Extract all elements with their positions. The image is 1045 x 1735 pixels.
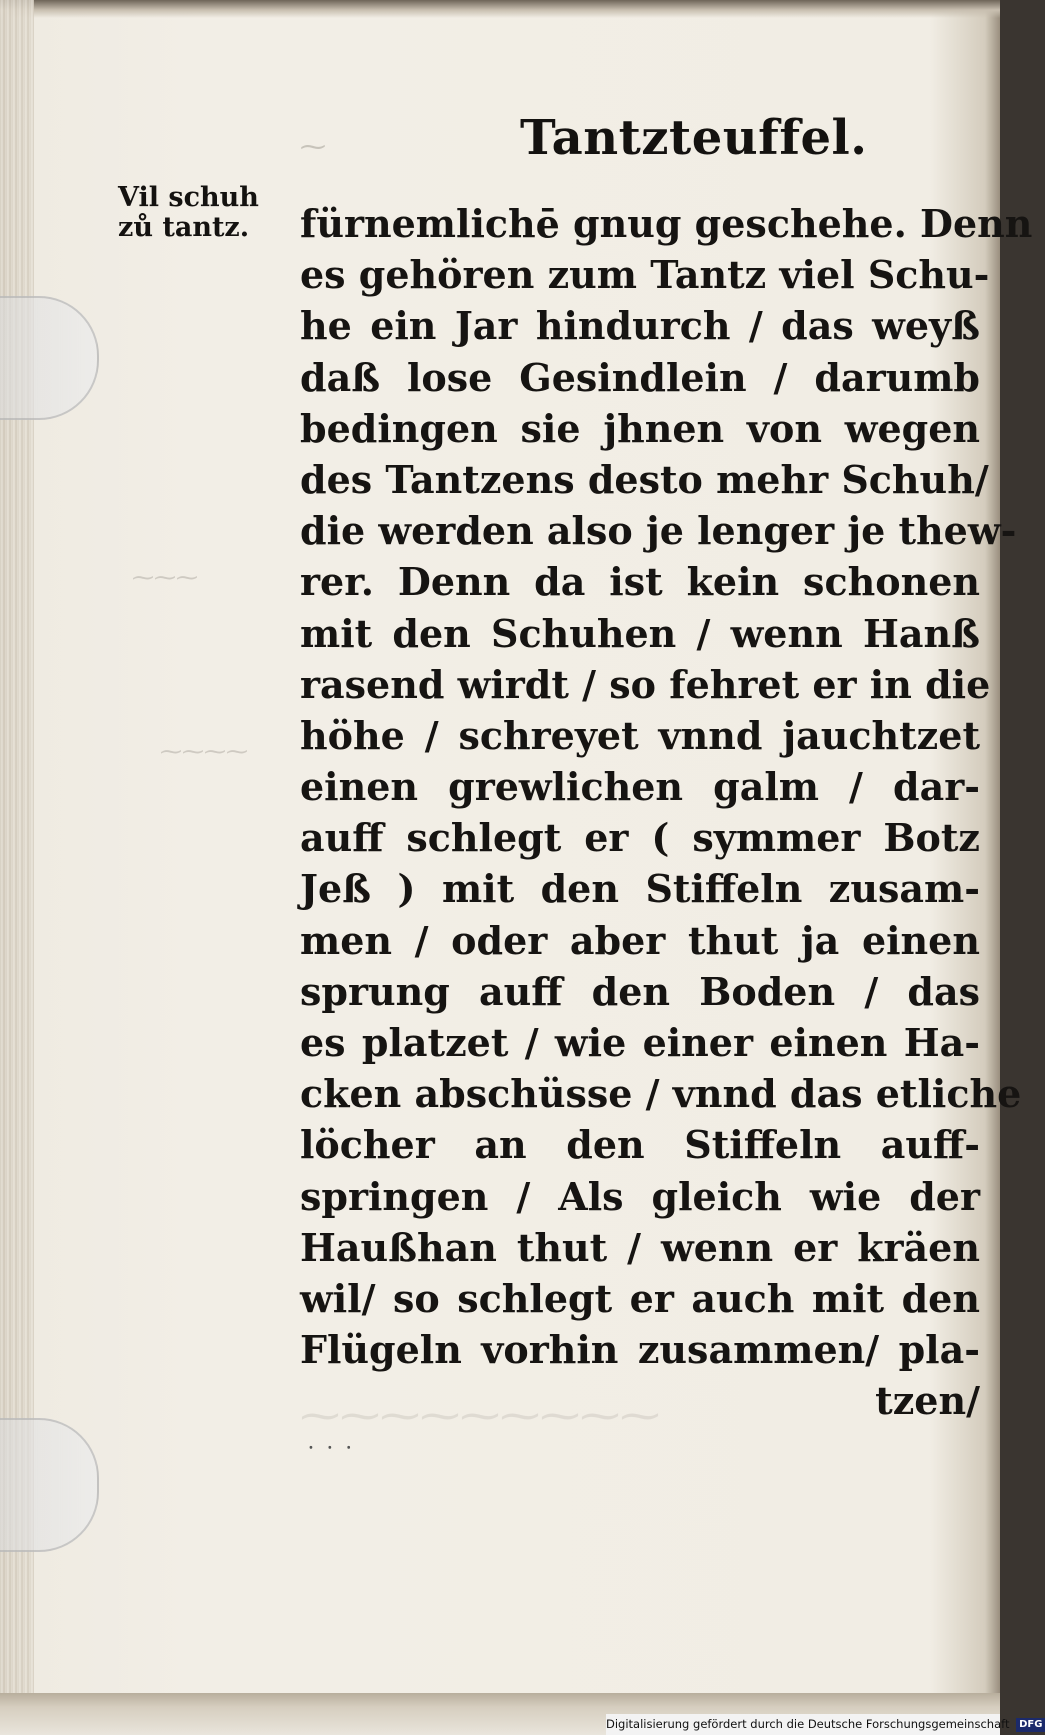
text-line: löcher an den Stiffeln auff-: [300, 1122, 980, 1168]
text-line: Flügeln vorhin zusammen/ pla-: [300, 1327, 980, 1373]
text-line: he ein Jar hindurch / das weyß: [300, 303, 980, 349]
text-line: die werden also je lenger je thew-: [300, 508, 1017, 554]
text-line: es platzet / wie einer einen Ha-: [300, 1020, 980, 1065]
text-line: rasend wirdt / so fehret er in die: [300, 661, 991, 707]
page-clip-top: [0, 296, 99, 420]
text-line: es gehören zum Tantz viel Schu-: [300, 252, 990, 298]
text-line: auff schlegt er ( symmer Botz: [300, 815, 980, 861]
text-line: einen grewlichen galm / dar-: [300, 764, 980, 810]
text-line: cken abschüsse / vnnd das etliche: [300, 1071, 1022, 1117]
dfg-logo-icon: DFG: [1016, 1718, 1045, 1732]
text-line: fürnemlichē gnug geschehe. Denn: [300, 201, 1033, 246]
text-line: sprung auff den Boden / das: [300, 968, 980, 1014]
digitization-credit: [606, 1714, 1043, 1735]
catchword: tzen/: [875, 1378, 980, 1424]
text-line: mit den Schuhen / wenn Hanß: [300, 610, 980, 656]
text-line: Haußhan thut / wenn er kräen: [300, 1224, 980, 1270]
text-line: des Tantzens desto mehr Schuh/: [300, 456, 989, 502]
text-line: höhe / schreyet vnnd jauchtzet: [300, 712, 980, 758]
text-line: Jeß ) mit den Stiffeln zusam-: [300, 866, 980, 912]
credit-text: Digitalisierung gefördert durch die Deutsche Forschungsgemeinschaft: [606, 1717, 1010, 1731]
running-head: Tantzteuffel.: [520, 110, 868, 166]
body-text: [300, 198, 1033, 1427]
text-line: springen / Als gleich wie der: [300, 1173, 980, 1219]
show-through-marks: ⁓⁓⁓⁓: [160, 740, 248, 765]
marginal-note: [118, 183, 298, 243]
marginal-note-line: Vil schuh: [118, 182, 259, 213]
show-through-marks: ⁓⁓⁓⁓⁓⁓⁓⁓⁓: [300, 1393, 660, 1439]
marginal-note-line: zů tantz.: [118, 212, 250, 243]
signature-marks: ⸱ ⸱ ⸱: [308, 1436, 355, 1461]
text-line: daß lose Gesindlein / darumb: [300, 354, 980, 400]
text-line: men / oder aber thut ja einen: [300, 917, 980, 963]
page-clip-bottom: [0, 1418, 99, 1552]
page-top-shadow: [0, 0, 1000, 18]
text-line: wil/ so schlegt er auch mit den: [300, 1275, 980, 1321]
text-line: bedingen sie jhnen von wegen: [300, 405, 980, 451]
show-through-marks: ⁓⁓⁓: [132, 566, 198, 591]
page-number-ghost: ⁓: [300, 132, 326, 162]
text-line: rer. Denn da ist kein schonen: [300, 559, 980, 605]
